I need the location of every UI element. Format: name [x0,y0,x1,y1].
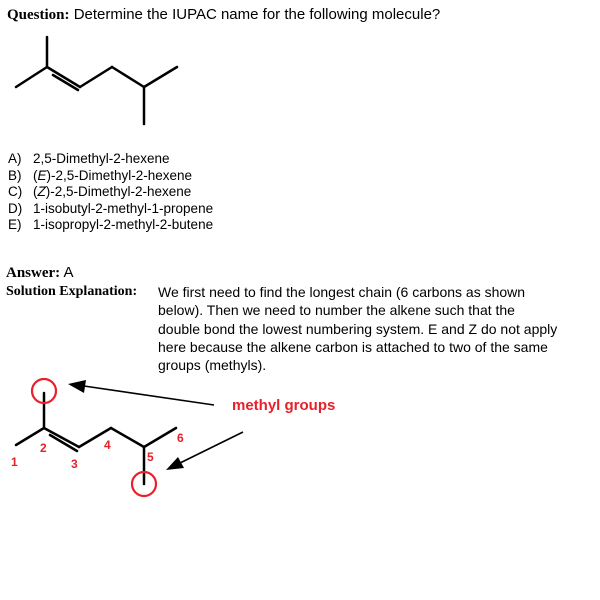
solution-line: groups (methyls). [158,357,267,374]
option-letter: B) [8,167,22,183]
arrow-to-top-methyl [84,386,214,405]
option-text: 1-isopropyl-2-methyl-2-butene [33,217,214,233]
arrowhead-top [68,380,86,393]
question-text: Determine the IUPAC name for the following molecule? [73,6,441,23]
bond-c3-c4 [80,67,112,87]
option-letter: A) [8,151,22,166]
answer-value: A [63,264,74,281]
option-letter: C) [8,184,23,200]
carbon-number-2: 2 [40,441,47,455]
bond-c4-c5 [111,428,144,447]
methyl-groups-label: methyl groups [232,397,336,414]
numbered-structure-diagram [0,370,600,500]
carbon-number-6: 6 [177,431,184,445]
arrowhead-bottom [166,457,184,470]
answer-label: Answer: [6,265,61,281]
carbon-number-5: 5 [147,450,154,464]
option-e[interactable] [8,217,213,234]
question-label: Question: [7,7,70,23]
carbon-number-4: 4 [104,438,111,452]
bond-double-outer [44,428,79,447]
bond-methyl-left [16,67,47,87]
answer-options [8,151,213,234]
solution-line: below). Then we need to number the alkene such that the [158,302,515,319]
bond-c5-c6 [144,428,176,447]
solution-label: Solution Explanation: [6,284,138,299]
arrow-to-bottom-methyl [180,432,243,463]
solution-line: here because the alkene carbon is attached to two of the same [158,338,548,355]
option-a[interactable] [8,151,213,168]
answer [6,264,74,282]
option-text: )-2,5-Dimethyl-2-hexene [46,167,193,183]
solution-line: We first need to find the longest chain (6 carbons as shown [158,284,526,300]
bond-c4-c5 [112,67,144,87]
option-b[interactable]: B) (E)-2,5-Dimethyl-2-hexene [8,167,193,183]
option-text: 1-isobutyl-2-methyl-1-propene [33,200,214,216]
carbon-number-3: 3 [71,457,78,471]
solution-text [158,283,594,374]
option-text: 2,5-Dimethyl-2-hexene [33,151,170,166]
option-letter: D) [8,200,23,216]
bond-double-outer [47,67,80,87]
solution-line: double bond the lowest numbering system. E and Z do not apply [158,320,558,337]
option-d[interactable] [8,201,213,218]
molecule-structure [0,0,600,150]
option-text: )-2,5-Dimethyl-2-hexene [45,184,192,200]
carbon-number-1: 1 [11,455,18,469]
option-c[interactable]: C) (Z)-2,5-Dimethyl-2-hexene [8,184,192,200]
bond-c5-c6 [144,67,177,87]
option-letter: E) [8,217,22,233]
